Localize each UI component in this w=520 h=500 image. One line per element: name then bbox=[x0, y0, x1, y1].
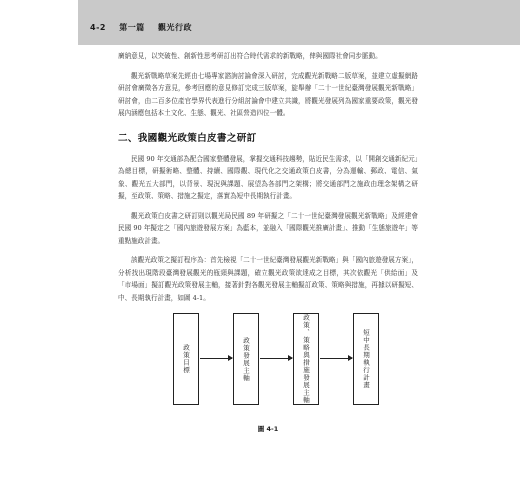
body-paragraph: 該觀光政策之擬訂程序為：首先檢視「二十一世紀臺灣發展觀光新戰略」與「國內旅遊發展方案」，分析找出現階段臺灣發展觀光的瓶頸與課題，確立觀光政策欲達成之目標，其次依觀光「供給面」及「市場面」擬訂觀光政策發展主軸，接著針對各觀光發展主軸擬訂政策、策略與措施，再據以研擬短、中、長期執行計畫，如圖 4-1。 bbox=[118, 256, 418, 302]
flow-diagram bbox=[118, 305, 418, 415]
flow-box-label: 短中長期執行計畫 bbox=[362, 329, 370, 389]
flow-box-label: 政策、策略與措施發展主軸 bbox=[302, 314, 310, 404]
flow-box-execution-plan bbox=[353, 313, 379, 405]
body-paragraph: 觀光新戰略草案先經由七場專家諮詢討論會深入研討，完成觀光新戰略二版草案，並建立虛擬網路研討會廣徵各方意見，參考回應的意見修訂完成三版草案，旋舉辦「二十一世紀臺灣發展觀光新戰略」研討會，由二百多位產官學界代表進行分組討論會中建立共識，將觀光發展列為國家重要政策，觀光發展內涵應包括本土文化、生態、觀光、社區營造四位一體。 bbox=[118, 71, 418, 117]
flow-arrow bbox=[320, 358, 352, 359]
body-paragraph: 廣納意見，以突破性、創新性思考研訂出符合時代需求的新戰略，俾與國際社會同步脈動。 bbox=[118, 52, 382, 60]
chapter-title: 觀光行政 bbox=[158, 23, 193, 32]
running-header bbox=[90, 22, 202, 33]
figure-caption: 圖 4-1 bbox=[257, 425, 279, 433]
flow-arrow bbox=[200, 358, 232, 359]
section-heading: 二、我國觀光政策白皮書之研訂 bbox=[118, 132, 257, 144]
page-number: 4-2 bbox=[90, 23, 106, 32]
flow-box-label: 政策發展主軸 bbox=[242, 336, 250, 382]
part-label: 第一篇 bbox=[119, 23, 145, 32]
flow-box-policy-goal bbox=[173, 313, 199, 405]
body-paragraph: 觀光政策白皮書之研訂則以觀光局民國 89 年研擬之「二十一世紀臺灣發展觀光新戰略」及經建會民國 90 年擬定之「國內旅遊發展方案」為藍本，並融入「國際觀光推廣計畫」、推動「生態旅遊年」等重點施政計畫。 bbox=[118, 211, 418, 245]
page-body bbox=[118, 50, 418, 311]
flow-box-strategy-axis bbox=[293, 313, 319, 405]
body-paragraph: 民國 90 年交通部為配合國家整體發展，掌握交通科技趨勢，貼近民生需求，以「開創交通新紀元」為總目標，研擬術略、整體、持續、國際觀、現代化之交通政策白皮書，分為運輸、郵政、電信、氣象、觀光五大部門，以背景、現況與課題、展望為各部門之架構；將交通部門之施政由理念架構之研擬，至政策、策略、措施之擬定，落實為短中長期執行計畫。 bbox=[118, 154, 418, 200]
flow-box-label: 政策目標 bbox=[182, 344, 190, 374]
flow-box-policy-axis bbox=[233, 313, 259, 405]
flow-arrow bbox=[260, 358, 292, 359]
